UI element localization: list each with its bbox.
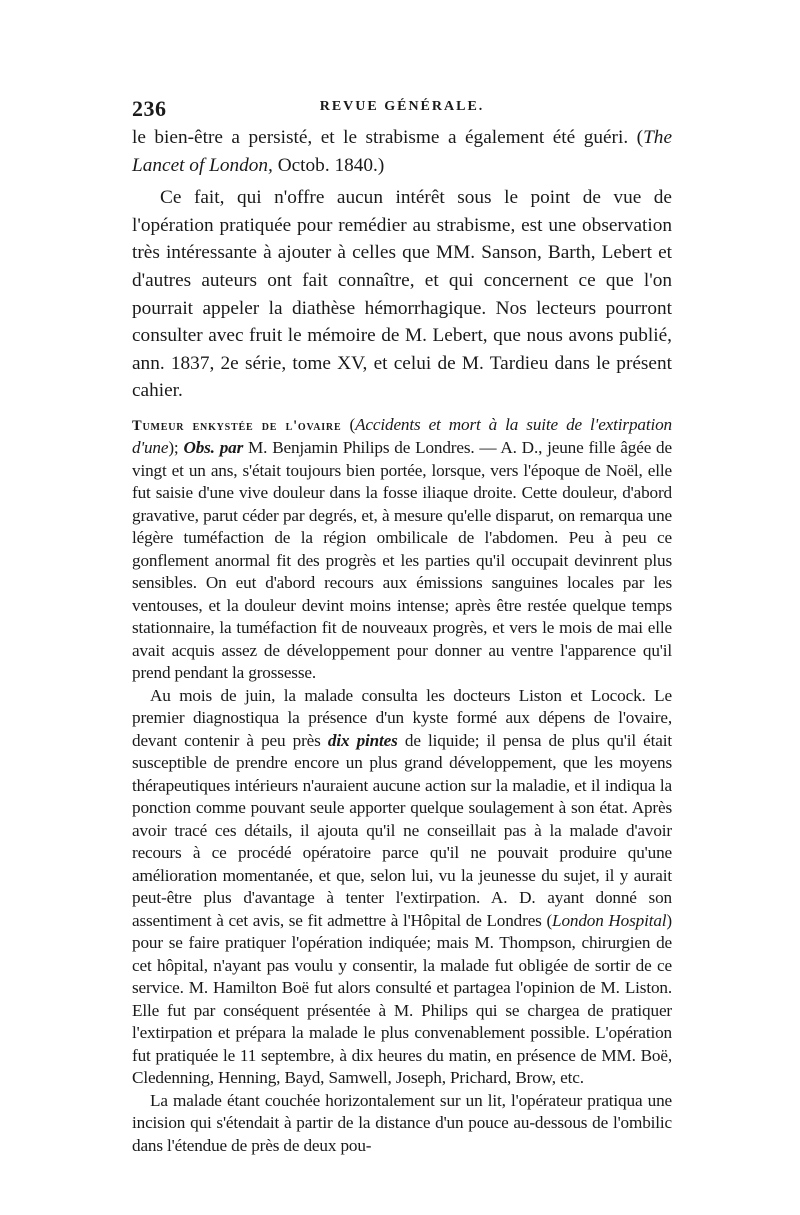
para4-text-a: Au mois de juin, la malade consulta les docteurs Liston et Locock. Le premier diagnostiqua la présence d'un kyste formé aux dépens de l'ovaire, devant contenir à peu près [132, 685, 672, 750]
para4-emphasis: dix pintes [327, 730, 398, 750]
page-header [132, 96, 672, 126]
paragraph-operation: La malade étant couchée horizontalement sur un lit, l'opérateur pratiqua une incision qui s'étendait à partir de la distance d'un pouce au-dessous de l'ombilic dans l'étendue de près de deux pou- [132, 1090, 672, 1155]
observation-author: M. Benjamin Philips de Londres. [243, 438, 475, 458]
heading-subtitle: Accidents et mort à la suite de l'extirpation d'une [132, 414, 672, 458]
observation-text: — A. D., jeune fille âgée de vingt et un ans, s'était toujours bien portée, lorsque, vers l'époque de Noël, elle fut saisie d'une vive douleur dans la fosse iliaque droite. Cette douleur, d'abord gravative, parut céder par degrés, et, à mesure qu'elle disparut, on remarqua une légère tuméfaction de la région ombilicale de l'abdomen. Peu à peu ce gonflement anormal fit des progrès et les parties qu'il occupait devinrent plus sensibles. On eut d'abord recours aux émissions sanguines locales par les ventouses, et la douleur devint moins intense; après être restée quelque temps stationnaire, la tuméfaction fit de nouveaux progrès, et vers le mois de mai elle avait acquis assez de développement pour donner au ventre l'apparence qu'il prend pendant la grossesse. [132, 438, 672, 683]
paragraph-observation-intro [132, 414, 672, 685]
para1-source: The Lancet of London, [132, 127, 672, 176]
obs-label: Obs. par [183, 438, 244, 458]
para1-text: le bien-être a persisté, et le strabisme a également été guéri. ( [132, 127, 644, 148]
paragraph-commentary: Ce fait, qui n'offre aucun intérêt sous le point de vue de l'opération pratiquée pour remédier au strabisme, est une observation très intéressante à ajouter à celles que MM. Sanson, Barth, Lebert et d'autres auteurs ont fait connaître, et qui concernent ce que l'on pourrait appeler la diathèse hémorrhagique. Nos lecteurs pourront consulter avec fruit le mémoire de M. Lebert, que nous avons publié, ann. 1837, 2e série, tome XV, et celui de M. Tardieu dans le présent cahier. [132, 187, 672, 402]
running-title: REVUE GÉNÉRALE. [319, 99, 485, 114]
body-text [132, 124, 672, 1157]
para1-date: Octob. 1840.) [272, 154, 385, 176]
page-number: 236 [132, 96, 167, 121]
heading-paren-open: ( [341, 414, 356, 434]
para4-hospital: London Hospital [552, 910, 667, 930]
paragraph-consultation [132, 685, 672, 1090]
para4-text-c: ) pour se faire pratiquer l'opération indiquée; mais M. Thompson, chirurgien de cet hôpital, n'ayant pas voulu y consentir, la malade fut obligée de sortir de ce service. M. Hamilton Boë fut alors consulté et partagea l'opinion de M. Liston. Elle fut par conséquent présentée à M. Philips qui se chargea de pratiquer l'extirpation et prépara la malade le plus convenablement possible. L'opération fut pratiquée le 11 septembre, à dix heures du matin, en présence de MM. Boë, Cledenning, Henning, Bayd, Samwell, Joseph, Prichard, Brow, etc. [132, 910, 672, 1088]
section-heading: Tumeur enkystée de l'ovaire [132, 417, 342, 434]
paragraph-continuation [132, 124, 672, 179]
heading-paren-close: ); [168, 438, 184, 458]
para4-text-b: de liquide; il pensa de plus qu'il était susceptible de prendre encore un plus grand développement, que les moyens thérapeutiques intérieurs n'auraient aucune action sur la maladie, et il indiqua la ponction comme pouvant seule apporter quelque soulagement à son état. Après avoir tracé ces détails, il ajouta qu'il ne conseillait pas à la malade d'avoir recours à ce procédé opératoire parce qu'il ne pouvait produire qu'une amélioration momentanée, et que, selon lui, vu la jeunesse du sujet, il y aurait peut-être plus d'avantage à tenter l'extirpation. A. D. ayant donné son assentiment à cet avis, se fit admettre à l'Hôpital de Londres ( [132, 730, 673, 930]
